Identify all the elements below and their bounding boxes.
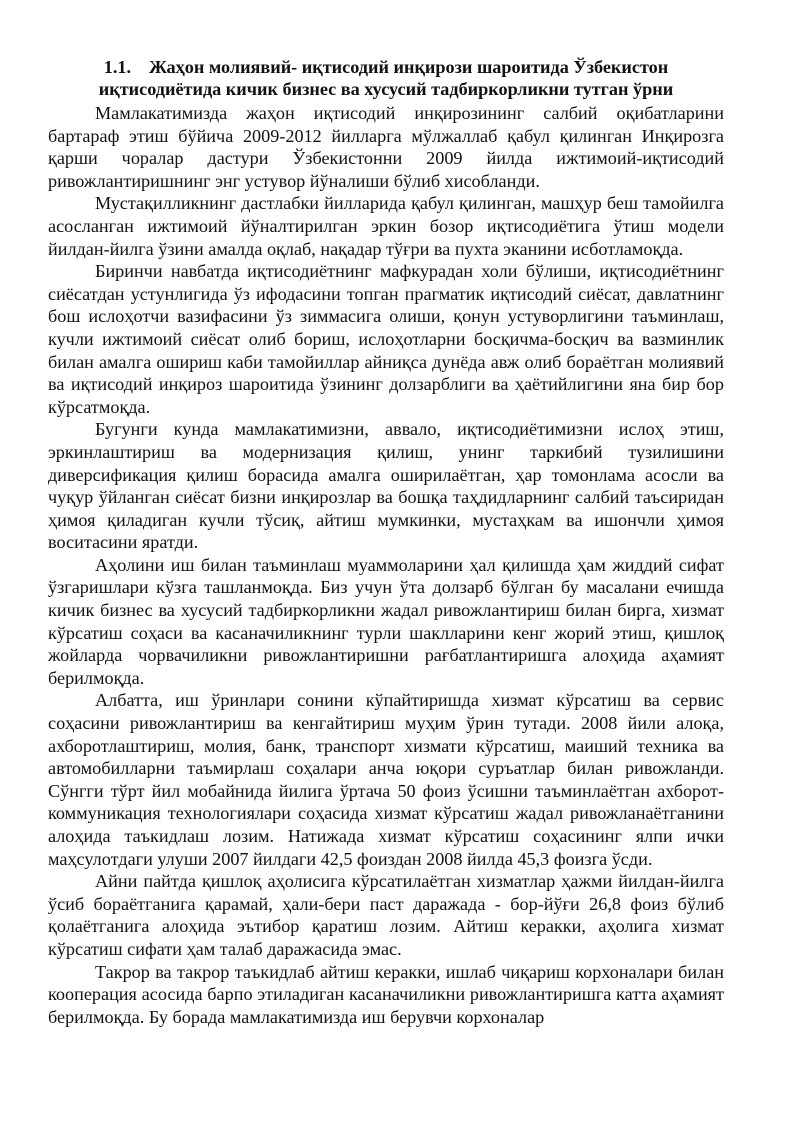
paragraph: Айни пайтда қишлоқ аҳолисига кўрсатилаётган хизматлар ҳажми йилдан-йилга ўсиб бораётганига қарамай, ҳали-бери паст даражада - бор-йўғи 26,8 фоиз бўлиб қолаётганига алоҳида эътибор қаратиш лозим. Айтиш керакки, аҳолига хизмат кўрсатиш сифати ҳам талаб даражасида эмас. bbox=[48, 871, 724, 959]
section-title: Жаҳон молиявий- иқтисодий инқирози шароитида Ўзбекистон иқтисодиётида кичик бизнес ва хусусий тадбиркорликни тутган ўрни bbox=[98, 57, 674, 99]
paragraph: Мустақилликнинг дастлабки йилларида қабул қилинган, машҳур беш тамойилга асосланган ижтимоий йўналтирилган эркин бозор иқтисодиётига ўтиш модели йилдан-йилга ўзини амалда оқлаб, нақадар тўғри ва пухта эканини исботламоқда. bbox=[48, 193, 724, 259]
paragraph: Аҳолини иш билан таъминлаш муаммоларини ҳал қилишда ҳам жиддий сифат ўзгаришлари кўзга ташланмоқда. Биз учун ўта долзарб бўлган бу масалани ечишда кичик бизнес ва хусусий тадбиркорликни жадал ривожлантириш билан бирга, хизмат кўрсатиш соҳаси ва касаначиликнинг турли шаклларини кенг жорий этиш, қишлоқ жойларда чорвачиликни ривожлантиришни рағбатлантиришга алоҳида аҳамият берилмоқда. bbox=[48, 554, 724, 688]
section-heading bbox=[48, 56, 724, 100]
paragraph: Мамлакатимизда жаҳон иқтисодий инқирозининг салбий оқибатларини бартараф этиш бўйича 2009-2012 йилларга мўлжаллаб қабул қилинган Инқирозга қарши чоралар дастури Ўзбекистонни 2009 йилда ижтимоий-иқтисодий ривожлантиришнинг энг устувор йўналиши бўлиб хисобланди. bbox=[48, 103, 724, 191]
paragraph: Бугунги кунда мамлакатимизни, аввало, иқтисодиётимизни ислоҳ этиш, эркинлаштириш ва модернизация қилиш, унинг таркибий тузилишини диверсификация қилиш борасида амалга оширилаётган, ҳар томонлама асосли ва чуқур ўйланган сиёсат бизни инқирозлар ва бошқа таҳдидларнинг салбий таъсиридан ҳимоя қиладиган кучли тўсиқ, айтиш мумкинки, мустаҳкам ва ишончли ҳимоя воситасини яратди. bbox=[48, 419, 724, 553]
paragraph: Такрор ва такрор таъкидлаб айтиш керакки, ишлаб чиқариш корхоналари билан кооперация асосида барпо этиладиган касаначиликни ривожлантиришга катта аҳамият берилмоқда. Бу борада мамлакатимизда иш берувчи корхоналар bbox=[48, 961, 724, 1027]
paragraph: Биринчи навбатда иқтисодиётнинг мафкурадан холи бўлиши, иқтисодиётнинг сиёсатдан устунлигида ўз ифодасини топган прагматик иқтисодий сиёсат, давлатнинг бош ислоҳотчи вазифасини ўз зиммасига олиши, қонун устуворлигини таъминлаш, кучли ижтимоий сиёсат олиб бориш, ислоҳотларни босқичма-босқич ва вазминлик билан амалга ошириш каби тамойиллар айниқса дунёда авж олиб бораётган молиявий ва иқтисодий инқироз шароитида ўзининг долзарблиги ва ҳаётийлигини яна бир бор кўрсатмоқда. bbox=[48, 261, 724, 417]
paragraph: Албатта, иш ўринлари сонини кўпайтиришда хизмат кўрсатиш ва сервис соҳасини ривожлантириш ва кенгайтириш муҳим ўрин тутади. 2008 йили алоқа, ахборотлаштириш, молия, банк, транспорт хизмати кўрсатиш, маиший техника ва автомобилларни таъмирлаш соҳалари анча юқори суръатлар билан ривожланди. Сўнгги тўрт йил мобайнида йилига ўртача 50 фоиз ўсишни таъминлаётган ахборот-коммуникация технологиялари соҳасида хизмат кўрсатиш жадал ривожланаётганини алоҳида таъкидлаш лозим. Натижада хизмат кўрсатиш соҳасининг ялпи ички маҳсулотдаги улуши 2007 йилдаги 42,5 фоиздан 2008 йилда 45,3 фоизга ўсди. bbox=[48, 690, 724, 869]
section-number: 1.1. bbox=[103, 57, 132, 77]
document-page bbox=[48, 56, 724, 1028]
